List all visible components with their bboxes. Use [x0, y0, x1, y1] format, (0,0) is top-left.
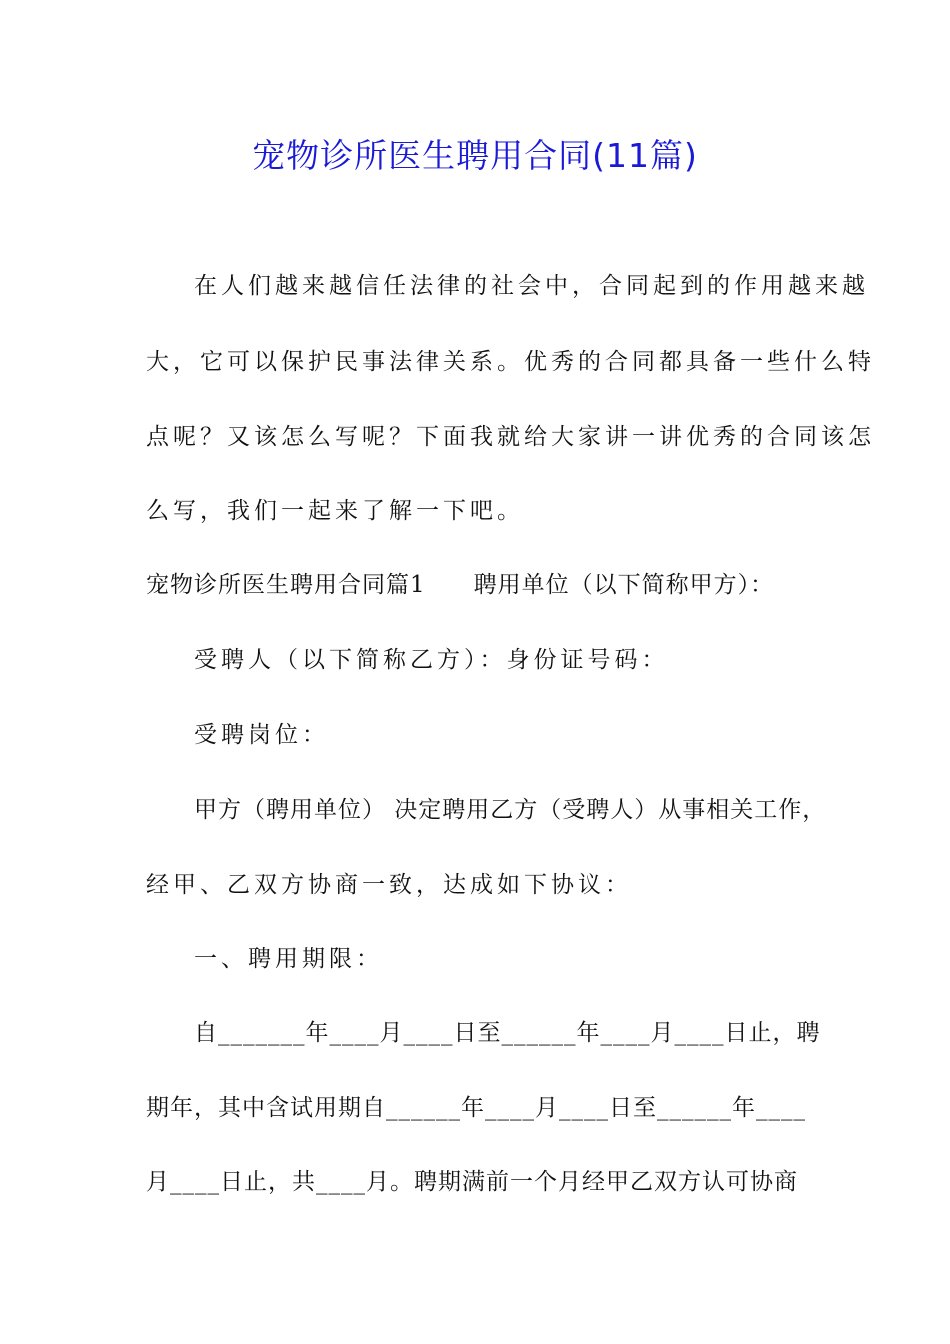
document-title: 宠物诊所医生聘用合同(11篇) — [252, 136, 698, 175]
paragraph-line: 甲方（聘用单位） 决定聘用乙方（受聘人）从事相关工作， — [194, 797, 827, 823]
paragraph-line: 在人们越来越信任法律的社会中，合同起到的作用越来越 — [194, 273, 869, 299]
paragraph-line: 大，它可以保护民事法律关系。优秀的合同都具备一些什么特 — [146, 349, 875, 375]
section-heading-line: 宠物诊所医生聘用合同篇1 聘用单位（以下简称甲方）： — [146, 572, 775, 598]
paragraph-line: 受聘岗位： — [194, 722, 329, 748]
paragraph-line: 自_______年____月____日至______年____月____日止，聘 — [194, 1020, 821, 1046]
paragraph-line: 受聘人（以下简称乙方）：身份证号码： — [194, 647, 669, 673]
paragraph-line: 经甲、乙双方协商一致，达成如下协议： — [146, 872, 632, 898]
paragraph-line: 么写，我们一起来了解一下吧。 — [146, 498, 524, 524]
paragraph-line: 期年，其中含试用期自______年____月____日至______年____ — [146, 1095, 806, 1121]
paragraph-line: 点呢？又该怎么写呢？下面我就给大家讲一讲优秀的合同该怎 — [146, 424, 875, 450]
paragraph-line: 月____日止，共____月。聘期满前一个月经甲乙双方认可协商 — [146, 1169, 798, 1195]
clause-heading: 一、聘用期限： — [194, 946, 383, 972]
